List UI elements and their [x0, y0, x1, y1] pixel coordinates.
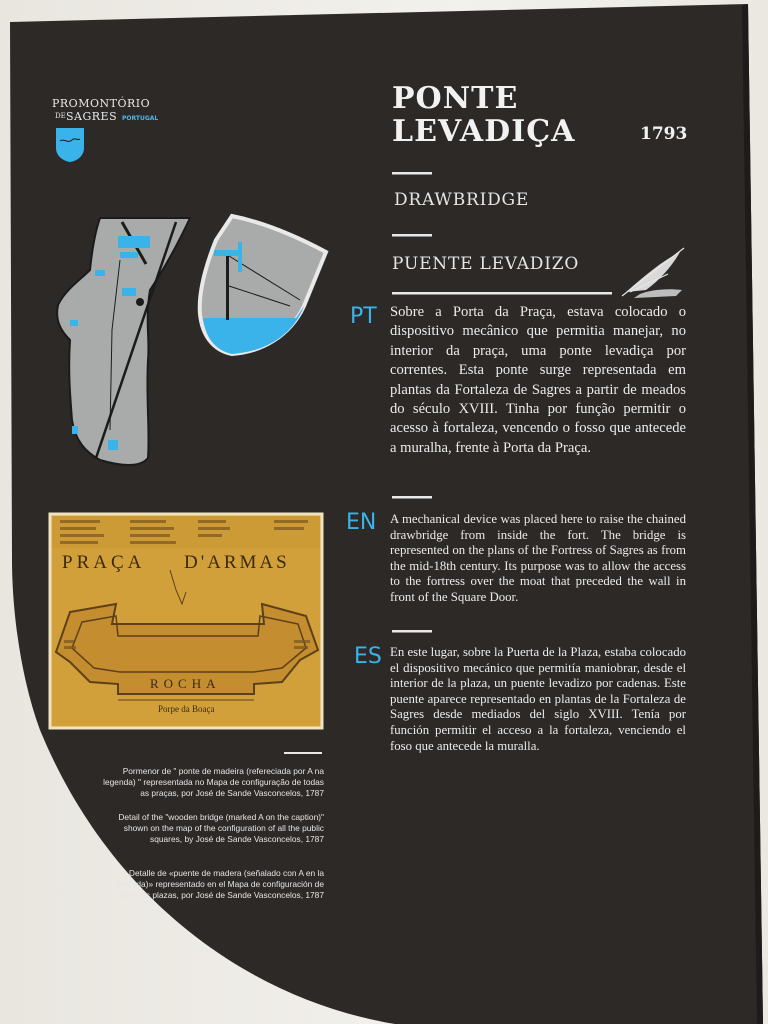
map-label-rocha: ROCHA: [150, 676, 221, 691]
title-line-2: LEVADIÇA: [392, 114, 576, 149]
map-label-darmas: D'ARMAS: [184, 552, 290, 573]
sign-title: [392, 82, 612, 148]
caption-spanish: Detalle de «puente de madera (señalado con A en la leyenda)» representado en el Mapa de configuración de todas las plazas, por José de Sande Vasconcelos, 1787: [116, 868, 324, 900]
lang-code-en: EN: [346, 510, 377, 535]
text-english: A mechanical device was placed here to raise the chained drawbridge from inside the fort. The bridge is represented on the plans of the Fortress of Sagres as from the mid-18th century. Its purpose was to allow the access to the fortress over the moat that preceded the wall in front of the Square Door.: [390, 512, 686, 604]
rule-6: [284, 752, 322, 754]
rule-5: [392, 630, 432, 633]
historic-map: [50, 514, 322, 728]
map-label-praca: PRAÇA: [62, 552, 146, 573]
text-portuguese: Sobre a Porta da Praça, estava colocado o dispositivo mecânico que permitia manejar, no interior da praça, uma ponte levadiça por correntes. Esta ponte surge representada em plantas da Fortaleza de Sagres a partir de meados do século XVIII. Tinha por função permitir o acesso à fortaleza, vencendo o fosso que antecede a muralha, frente à Porta da Praça.: [390, 304, 686, 456]
logo-title: PROMONTÓRIO: [52, 97, 151, 110]
logo-tag: PORTUGAL: [122, 115, 159, 122]
subtitle-english: DRAWBRIDGE: [394, 190, 530, 210]
rule-2: [392, 234, 432, 237]
title-line-1: PONTE: [392, 81, 519, 116]
lang-code-es: ES: [354, 644, 382, 669]
shield-icon: [56, 128, 84, 162]
sign-year: 1793: [640, 124, 688, 144]
text-spanish: En este lugar, sobre la Puerta de la Plaza, estaba colocado el dispositivo mecánico que permitía maniobrar, desde el interior de la plaza, un puente levadizo por cadenas. Este puente aparece representado en plantas de la Fortaleza de Sagres desde mediados del siglo XVIII. Tenía por función permitir el acceso a la fortaleza, venciendo el foso que antecede la muralla.: [390, 645, 686, 753]
rule-3: [392, 292, 612, 295]
map-label-bottom: Porpe da Boaça: [158, 704, 215, 714]
caption-english: Detail of the "wooden bridge (marked A on the caption)" shown on the map of the configuration of all the public squares, by José de Sande Vasconcelos, 1787: [118, 812, 324, 844]
caption-portuguese: Pormenor de " ponte de madeira (refereciada por A na legenda) " representada no Mapa de configuração de todas as praças, por José de Sande Vasconcelos, 1787: [103, 766, 324, 798]
rule-4: [392, 496, 432, 499]
logo-sagres: SAGRES: [66, 110, 118, 123]
lang-code-pt: PT: [350, 304, 377, 329]
subtitle-spanish: PUENTE LEVADIZO: [392, 254, 580, 274]
rule-1: [392, 172, 432, 175]
logo-de: DE: [55, 112, 66, 120]
